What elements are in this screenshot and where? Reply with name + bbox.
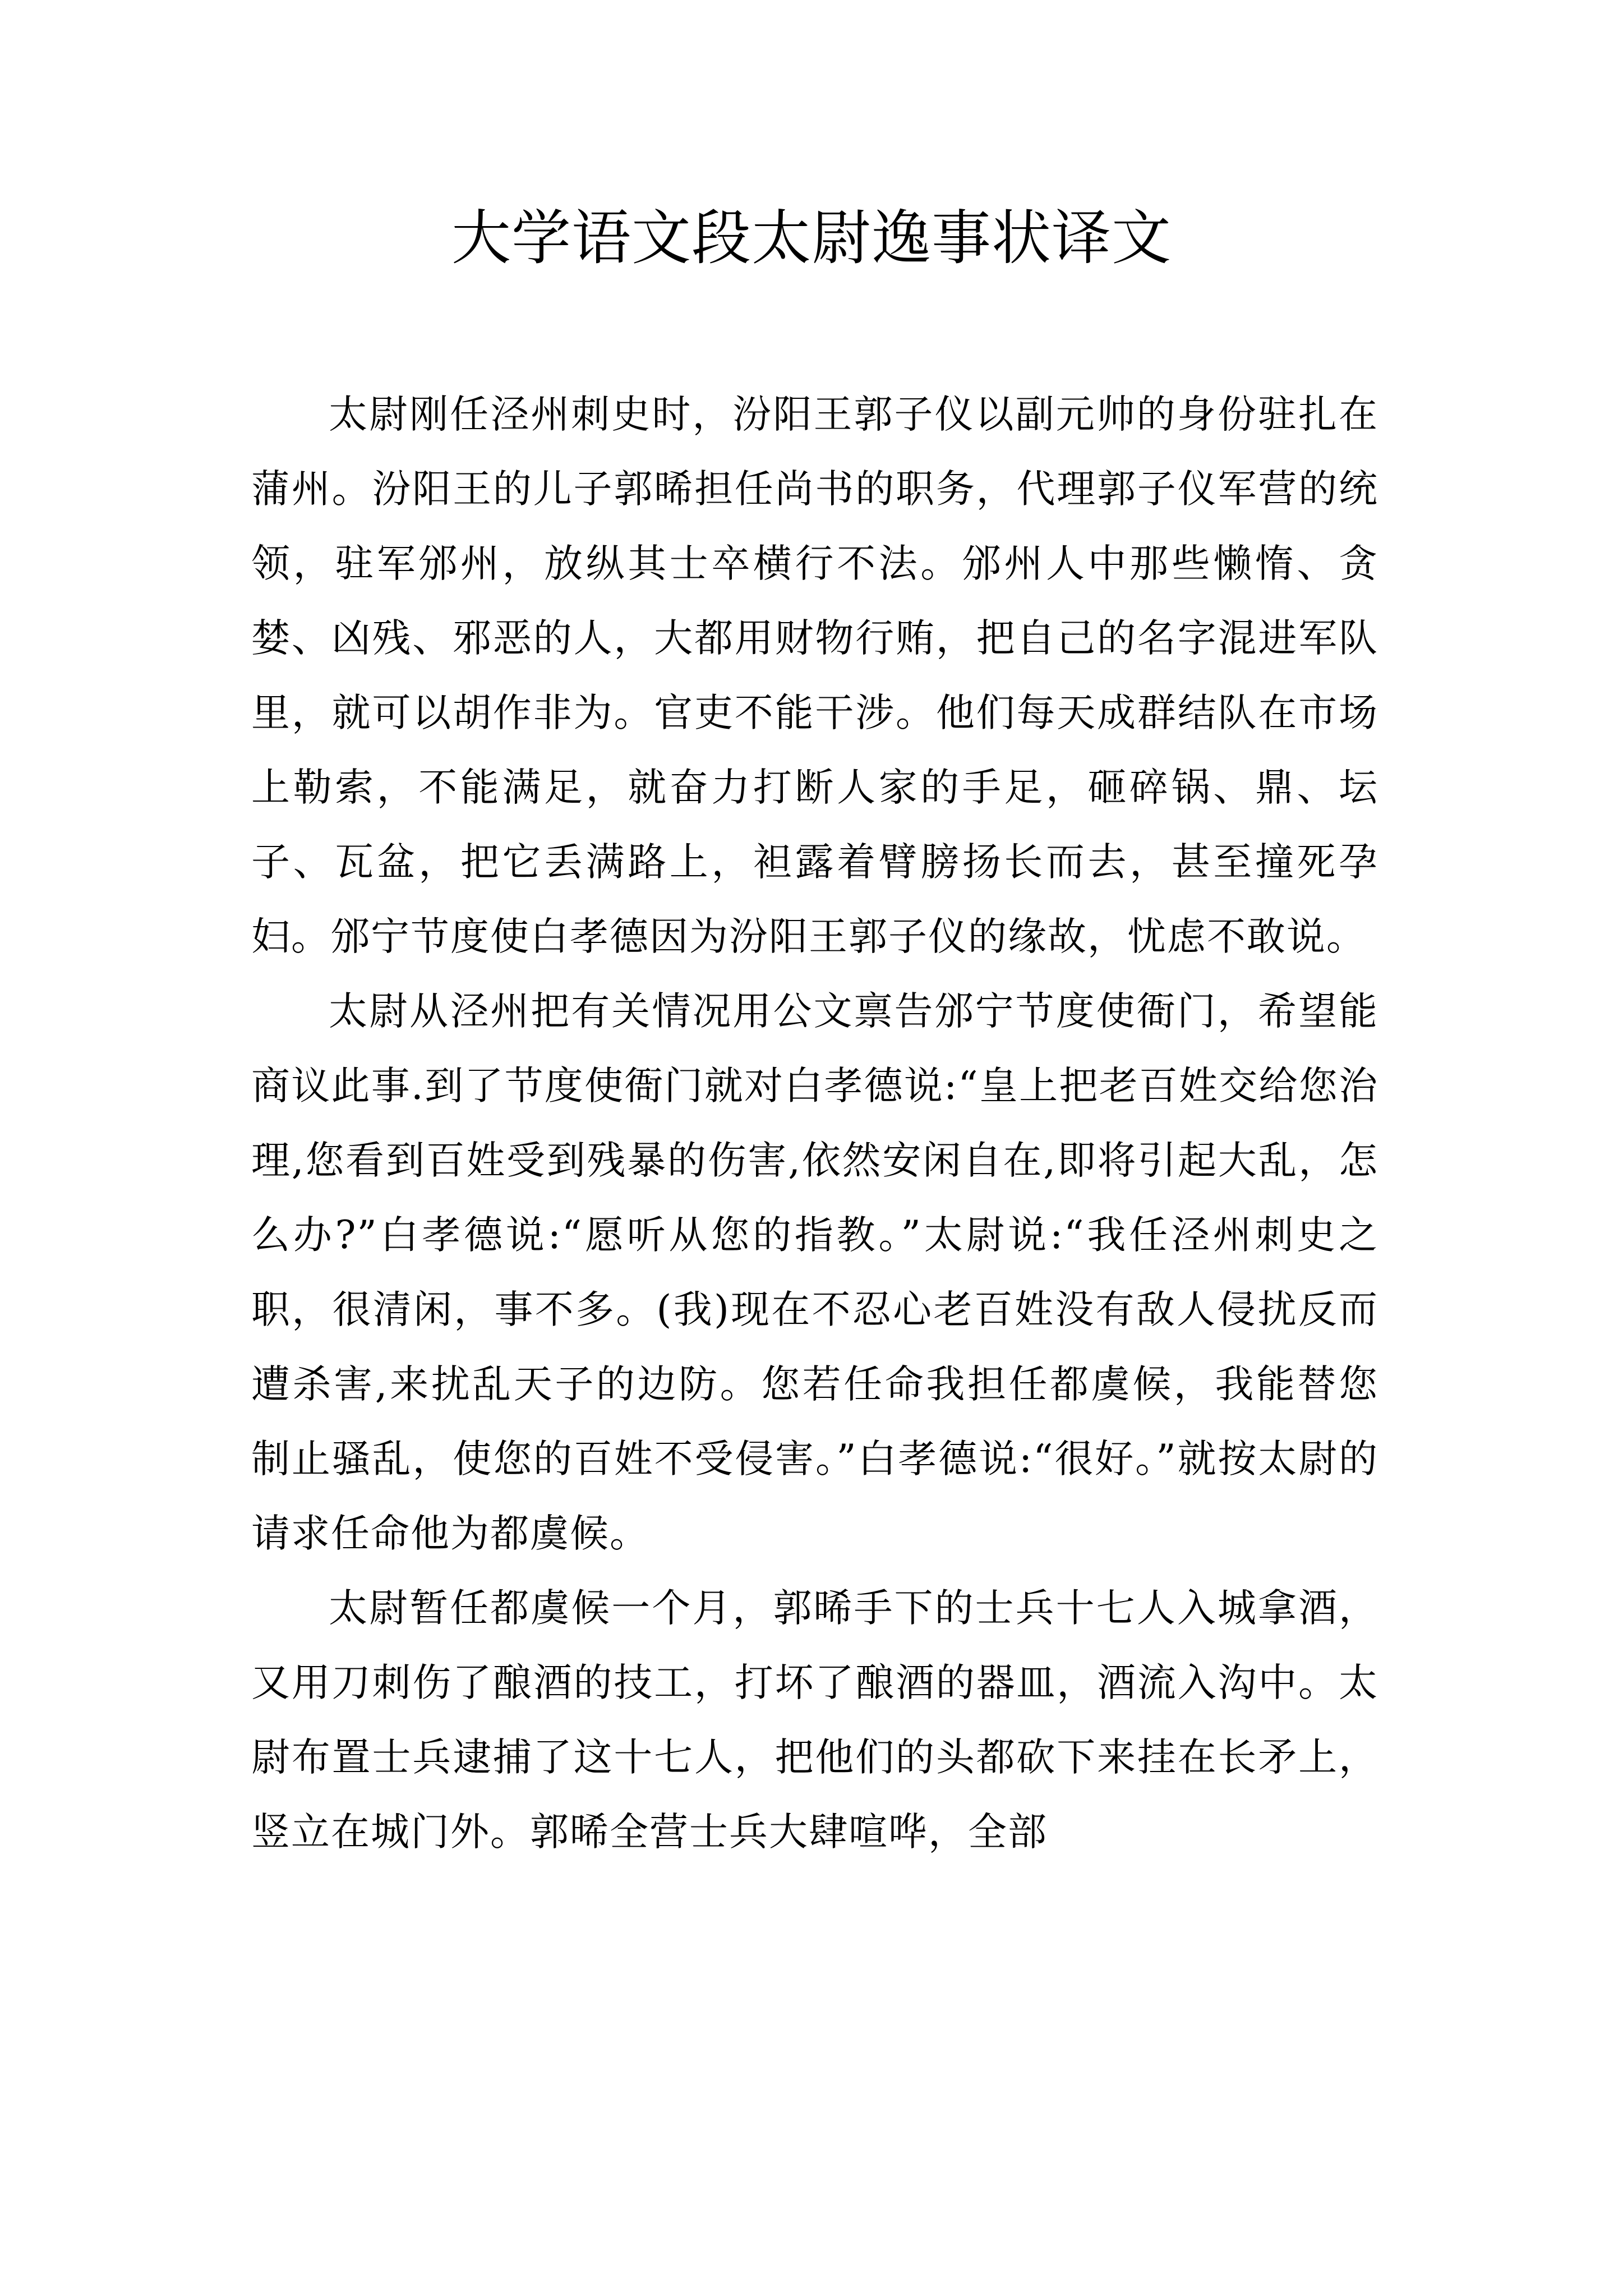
document-title: 大学语文段太尉逸事状译文	[451, 204, 1172, 273]
paragraph-3: 太尉暂任都虞候一个月，郭晞手下的士兵十七人入城拿酒，又用刀刺伤了酿酒的技工，打坏了酿酒的器皿，酒流入沟中。太尉布置士兵逮捕了这十七人，把他们的头都砍下来挂在长矛上，竖立在城门外。郭晞全营士兵大肆喧哗，全部	[251, 1586, 1378, 1855]
paragraph-2: 太尉从泾州把有关情况用公文禀告邠宁节度使衙门，希望能商议此事.到了节度使衙门就对白孝德说:“皇上把老百姓交给您治理,您看到百姓受到残暴的伤害,依然安闲自在,即将引起大乱，怎么办?”白孝德说:“愿听从您的指教。”太尉说:“我任泾州刺史之职，很清闲，事不多。(我)现在不忍心老百姓没有敌人侵扰反而遭杀害,来扰乱天子的边防。您若任命我担任都虞候，我能替您制止骚乱，使您的百姓不受侵害。”白孝德说:“很好。”就按太尉的请求任命他为都虞候。	[251, 989, 1378, 1556]
paragraph-1: 太尉刚任泾州刺史时，汾阳王郭子仪以副元帅的身份驻扎在蒲州。汾阳王的儿子郭晞担任尚书的职务，代理郭子仪军营的统领，驻军邠州，放纵其士卒横行不法。邠州人中那些懒惰、贪婪、凶残、邪恶的人，大都用财物行贿，把自己的名字混进军队里，就可以胡作非为。官吏不能干涉。他们每天成群结队在市场上勒索，不能满足，就奋力打断人家的手足，砸碎锅、鼎、坛子、瓦盆，把它丢满路上，袒露着臂膀扬长而去，甚至撞死孕妇。邠宁节度使白孝德因为汾阳王郭子仪的缘故，忧虑不敢说。	[251, 392, 1378, 959]
document-body	[251, 378, 1378, 1870]
